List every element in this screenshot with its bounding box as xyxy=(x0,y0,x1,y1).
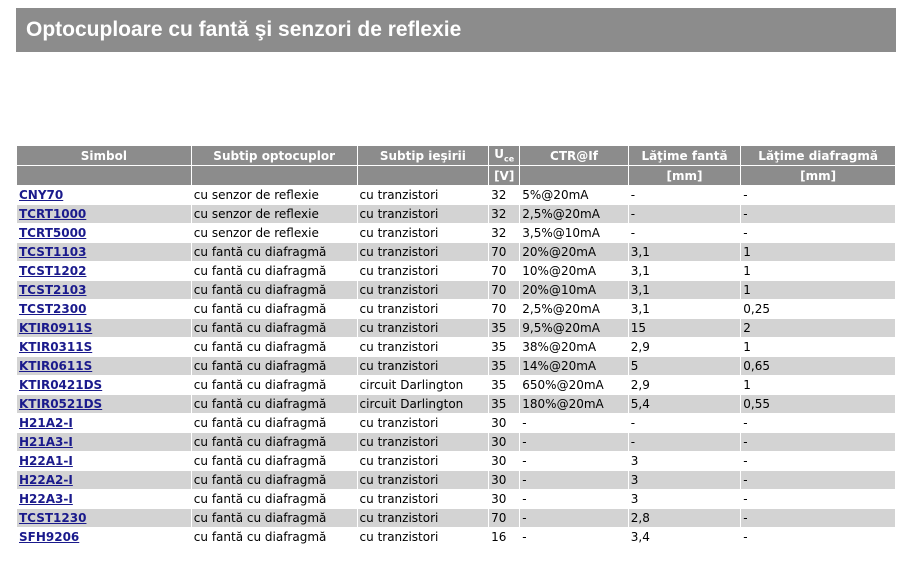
cell-uce: 35 xyxy=(489,319,519,337)
cell-symbol xyxy=(17,262,191,280)
part-link[interactable]: TCST1202 xyxy=(19,264,87,278)
cell-symbol xyxy=(17,319,191,337)
cell-uce: 70 xyxy=(489,509,519,527)
part-link[interactable]: TCRT5000 xyxy=(19,226,87,240)
unit-cell xyxy=(520,166,627,185)
cell-coupler-subtype: cu fantă cu diafragmă xyxy=(193,492,327,506)
cell-uce: 32 xyxy=(489,205,519,223)
cell-ctr: - xyxy=(522,530,527,544)
table-row xyxy=(17,490,895,508)
cell-aperture-width: 1 xyxy=(743,378,751,392)
part-link[interactable]: TCST2103 xyxy=(19,283,87,297)
cell-uce: 70 xyxy=(491,302,507,316)
cell-slot-width: - xyxy=(630,416,636,430)
cell-ctr: 2,5%@20mA xyxy=(522,302,600,316)
cell-slot-width: - xyxy=(629,433,741,451)
header-symbol: Simbol xyxy=(17,146,191,165)
cell-output-subtype: circuit Darlington xyxy=(358,395,489,413)
cell-slot-width: 15 xyxy=(629,319,741,337)
cell-output-subtype: cu tranzistori xyxy=(358,509,489,527)
table-row xyxy=(17,319,895,337)
unit-cell xyxy=(192,166,357,185)
cell-symbol xyxy=(17,490,191,508)
table-row xyxy=(17,338,895,356)
cell-coupler-subtype: cu fantă cu diafragmă xyxy=(192,357,357,375)
part-link[interactable]: H22A1-I xyxy=(19,454,73,468)
cell-aperture-width: 1 xyxy=(741,243,895,261)
table-row xyxy=(17,376,895,394)
header-uce-subscript: ce xyxy=(503,154,515,164)
table-row xyxy=(17,528,895,546)
cell-coupler-subtype: cu senzor de reflexie xyxy=(193,226,319,240)
cell-uce: 30 xyxy=(489,471,519,489)
unit-cell: [mm] xyxy=(629,166,741,185)
cell-output-subtype: cu tranzistori xyxy=(358,433,489,451)
cell-aperture-width: 0,25 xyxy=(743,302,770,316)
cell-aperture-width: - xyxy=(743,416,748,430)
cell-output-subtype: cu tranzistori xyxy=(359,226,439,240)
table-row xyxy=(17,414,895,432)
cell-symbol xyxy=(17,205,191,223)
table-row xyxy=(17,509,895,527)
cell-symbol xyxy=(17,509,191,527)
cell-uce: 70 xyxy=(489,281,519,299)
part-link[interactable]: KTIR0421DS xyxy=(19,378,103,392)
cell-output-subtype: cu tranzistori xyxy=(358,357,489,375)
cell-uce: 30 xyxy=(491,454,507,468)
header-ctr: CTR@If xyxy=(520,146,627,165)
cell-coupler-subtype: cu fantă cu diafragmă xyxy=(192,281,357,299)
cell-aperture-width: 2 xyxy=(741,319,895,337)
cell-coupler-subtype: cu fantă cu diafragmă xyxy=(192,433,357,451)
cell-slot-width: - xyxy=(630,226,636,240)
cell-output-subtype: cu tranzistori xyxy=(358,281,489,299)
page-title: Optocuploare cu fantă şi senzori de reflexie xyxy=(26,18,462,41)
cell-slot-width: 5,4 xyxy=(629,395,741,413)
table-row xyxy=(17,357,895,375)
header-uce-main: U xyxy=(494,147,504,162)
cell-symbol xyxy=(17,452,191,470)
cell-symbol xyxy=(17,471,191,489)
header-output-subtype: Subtip ieşirii xyxy=(358,146,489,165)
cell-ctr: - xyxy=(520,509,627,527)
cell-slot-width: 3 xyxy=(629,471,741,489)
cell-output-subtype: cu tranzistori xyxy=(359,454,439,468)
cell-symbol xyxy=(17,186,191,204)
table-row xyxy=(17,300,895,318)
cell-slot-width: 3,1 xyxy=(630,302,650,316)
cell-coupler-subtype: cu fantă cu diafragmă xyxy=(192,243,357,261)
cell-ctr: 10%@20mA xyxy=(522,264,597,278)
cell-aperture-width: - xyxy=(741,433,895,451)
cell-uce: 35 xyxy=(491,378,507,392)
table-body xyxy=(17,186,895,546)
cell-symbol xyxy=(17,300,191,318)
cell-coupler-subtype: cu fantă cu diafragmă xyxy=(193,530,327,544)
cell-coupler-subtype: cu fantă cu diafragmă xyxy=(192,509,357,527)
cell-slot-width: 3 xyxy=(630,454,639,468)
table-row xyxy=(17,395,895,413)
header-uce xyxy=(489,146,519,165)
cell-coupler-subtype: cu fantă cu diafragmă xyxy=(192,471,357,489)
table-row xyxy=(17,243,895,261)
unit-cell: [V] xyxy=(489,166,519,185)
cell-slot-width: 2,8 xyxy=(629,509,741,527)
cell-symbol xyxy=(17,224,191,242)
part-link[interactable]: TCRT1000 xyxy=(19,207,87,221)
part-link[interactable]: CNY70 xyxy=(19,188,64,202)
cell-coupler-subtype: cu fantă cu diafragmă xyxy=(192,395,357,413)
cell-uce: 70 xyxy=(491,264,507,278)
cell-aperture-width: 1 xyxy=(743,264,751,278)
cell-ctr: - xyxy=(522,416,527,430)
part-link[interactable]: H22A3-I xyxy=(19,492,73,506)
cell-coupler-subtype: cu fantă cu diafragmă xyxy=(193,378,327,392)
part-link[interactable]: SFH9206 xyxy=(19,530,80,544)
cell-symbol xyxy=(17,395,191,413)
cell-uce: 32 xyxy=(491,226,507,240)
cell-coupler-subtype: cu fantă cu diafragmă xyxy=(193,264,327,278)
unit-cell xyxy=(17,166,191,185)
part-link[interactable]: TCST2300 xyxy=(19,302,87,316)
part-link[interactable]: KTIR0911S xyxy=(19,321,93,335)
cell-uce: 35 xyxy=(489,357,519,375)
cell-symbol xyxy=(17,281,191,299)
cell-slot-width: 3,4 xyxy=(630,530,650,544)
part-link[interactable]: TCST1103 xyxy=(19,245,87,259)
header-slot-width: Lăţime fantă xyxy=(629,146,741,165)
cell-aperture-width: - xyxy=(743,454,748,468)
cell-slot-width: 3,1 xyxy=(629,243,741,261)
cell-output-subtype: cu tranzistori xyxy=(359,416,439,430)
cell-output-subtype: cu tranzistori xyxy=(358,243,489,261)
cell-aperture-width: - xyxy=(743,226,748,240)
cell-slot-width: 3,1 xyxy=(629,281,741,299)
cell-ctr: - xyxy=(520,471,627,489)
cell-ctr: 9,5%@20mA xyxy=(520,319,627,337)
cell-uce: 16 xyxy=(491,530,507,544)
cell-slot-width: 2,9 xyxy=(630,340,650,354)
cell-ctr: 3,5%@10mA xyxy=(522,226,600,240)
cell-ctr: - xyxy=(520,433,627,451)
header-coupler-subtype: Subtip optocuplor xyxy=(192,146,357,165)
cell-ctr: 20%@20mA xyxy=(520,243,627,261)
cell-aperture-width: - xyxy=(741,509,895,527)
cell-coupler-subtype: cu fantă cu diafragmă xyxy=(193,416,327,430)
unit-cell xyxy=(358,166,489,185)
title-bar xyxy=(16,8,896,52)
cell-ctr: - xyxy=(522,492,527,506)
cell-slot-width: - xyxy=(630,188,636,202)
cell-coupler-subtype: cu fantă cu diafragmă xyxy=(193,454,327,468)
cell-aperture-width: 0,55 xyxy=(741,395,895,413)
cell-output-subtype: cu tranzistori xyxy=(359,264,439,278)
cell-aperture-width: - xyxy=(741,205,895,223)
cell-slot-width: 3 xyxy=(630,492,639,506)
header-aperture-width: Lăţime diafragmă xyxy=(741,146,895,165)
cell-ctr: - xyxy=(522,454,527,468)
cell-symbol xyxy=(17,414,191,432)
units-row xyxy=(17,166,895,185)
cell-output-subtype: circuit Darlington xyxy=(359,378,464,392)
cell-coupler-subtype: cu senzor de reflexie xyxy=(193,188,319,202)
part-link[interactable]: KTIR0521DS xyxy=(19,397,103,411)
table-row xyxy=(17,186,895,204)
table-row xyxy=(17,224,895,242)
part-link[interactable]: H22A2-I xyxy=(19,473,73,487)
cell-ctr: 20%@10mA xyxy=(520,281,627,299)
cell-coupler-subtype: cu fantă cu diafragmă xyxy=(193,340,327,354)
table-row xyxy=(17,452,895,470)
table-row xyxy=(17,471,895,489)
table-row xyxy=(17,281,895,299)
cell-uce: 30 xyxy=(491,416,507,430)
cell-uce: 32 xyxy=(491,188,507,202)
cell-coupler-subtype: cu senzor de reflexie xyxy=(192,205,357,223)
cell-output-subtype: cu tranzistori xyxy=(358,205,489,223)
header-row xyxy=(17,146,895,165)
unit-cell: [mm] xyxy=(741,166,895,185)
cell-symbol xyxy=(17,243,191,261)
cell-output-subtype: cu tranzistori xyxy=(358,471,489,489)
cell-aperture-width: 1 xyxy=(743,340,751,354)
cell-slot-width: 2,9 xyxy=(630,378,650,392)
cell-output-subtype: cu tranzistori xyxy=(358,319,489,337)
part-link[interactable]: KTIR0611S xyxy=(19,359,93,373)
cell-output-subtype: cu tranzistori xyxy=(359,492,439,506)
cell-aperture-width: - xyxy=(743,492,748,506)
cell-ctr: 2,5%@20mA xyxy=(520,205,627,223)
cell-slot-width: 5 xyxy=(629,357,741,375)
cell-aperture-width: 0,65 xyxy=(741,357,895,375)
cell-uce: 35 xyxy=(489,395,519,413)
cell-output-subtype: cu tranzistori xyxy=(359,530,439,544)
cell-ctr: 650%@20mA xyxy=(522,378,604,392)
cell-ctr: 5%@20mA xyxy=(522,188,589,202)
cell-uce: 30 xyxy=(489,433,519,451)
part-link[interactable]: H21A2-I xyxy=(19,416,73,430)
part-link[interactable]: KTIR0311S xyxy=(19,340,93,354)
cell-output-subtype: cu tranzistori xyxy=(359,302,439,316)
part-link[interactable]: TCST1230 xyxy=(19,511,87,525)
table-row xyxy=(17,262,895,280)
cell-aperture-width: - xyxy=(743,188,748,202)
cell-ctr: 38%@20mA xyxy=(522,340,597,354)
cell-slot-width: - xyxy=(629,205,741,223)
cell-ctr: 14%@20mA xyxy=(520,357,627,375)
table-row xyxy=(17,433,895,451)
table-row xyxy=(17,205,895,223)
cell-output-subtype: cu tranzistori xyxy=(359,340,439,354)
cell-uce: 35 xyxy=(491,340,507,354)
optocoupler-table xyxy=(16,145,896,547)
cell-symbol xyxy=(17,338,191,356)
cell-aperture-width: - xyxy=(741,471,895,489)
cell-slot-width: 3,1 xyxy=(630,264,650,278)
cell-aperture-width: - xyxy=(743,530,748,544)
cell-symbol xyxy=(17,357,191,375)
cell-symbol xyxy=(17,528,191,546)
cell-symbol xyxy=(17,376,191,394)
cell-symbol xyxy=(17,433,191,451)
cell-output-subtype: cu tranzistori xyxy=(359,188,439,202)
part-link[interactable]: H21A3-I xyxy=(19,435,73,449)
cell-coupler-subtype: cu fantă cu diafragmă xyxy=(193,302,327,316)
cell-ctr: 180%@20mA xyxy=(520,395,627,413)
cell-aperture-width: 1 xyxy=(741,281,895,299)
cell-coupler-subtype: cu fantă cu diafragmă xyxy=(192,319,357,337)
cell-uce: 70 xyxy=(489,243,519,261)
cell-uce: 30 xyxy=(491,492,507,506)
